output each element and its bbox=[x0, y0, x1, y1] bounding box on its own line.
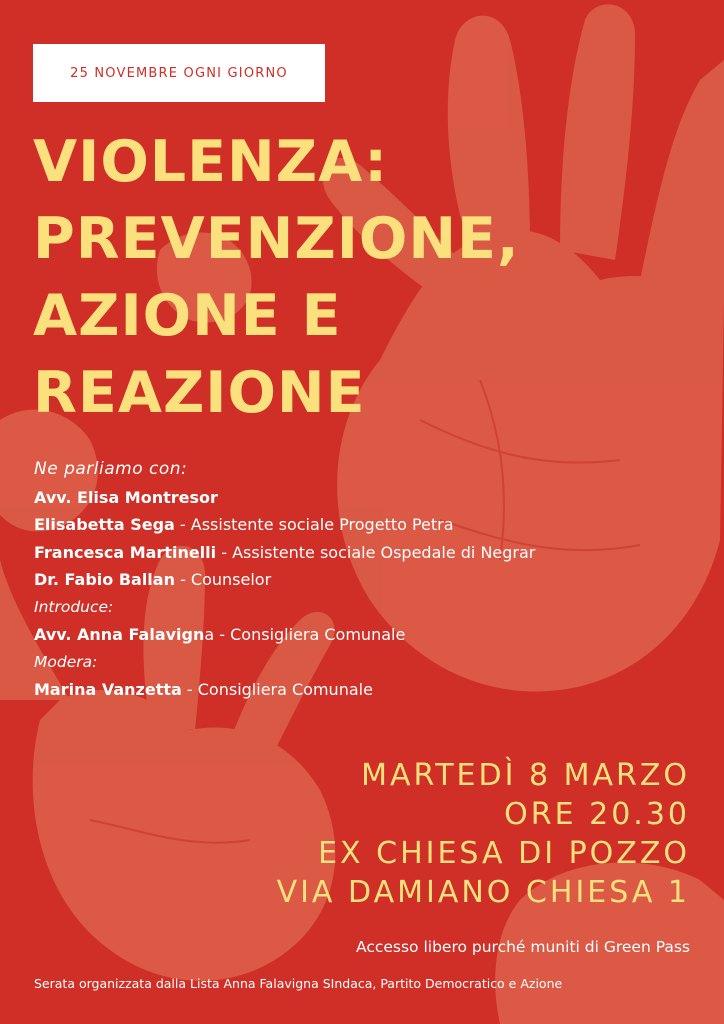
introducer-name: Avv. Anna Falavign bbox=[34, 625, 205, 644]
event-venue: EX CHIESA DI POZZO bbox=[318, 836, 690, 871]
title-line-1: VIOLENZA: bbox=[33, 129, 389, 195]
title-line-4: REAZIONE bbox=[33, 360, 366, 426]
poster-title bbox=[33, 124, 713, 432]
speaker-name: Dr. Fabio Ballan bbox=[34, 570, 175, 589]
speaker-row bbox=[34, 539, 714, 567]
event-address: VIA DAMIANO CHIESA 1 bbox=[276, 875, 690, 910]
speaker-role: - Counselor bbox=[174, 570, 272, 589]
introducer-name-rest: a bbox=[204, 625, 215, 644]
introduce-label: Introduce: bbox=[34, 597, 114, 616]
date-tag-text: 25 NOVEMBRE OGNI GIORNO bbox=[70, 65, 288, 81]
event-time: ORE 20.30 bbox=[504, 797, 690, 832]
introducer-row bbox=[34, 621, 714, 649]
title-line-3: AZIONE E bbox=[33, 283, 342, 349]
speaker-name: Elisabetta Sega bbox=[34, 515, 175, 534]
speaker-role: - Assistente sociale Progetto Petra bbox=[174, 515, 454, 534]
speaker-row bbox=[34, 484, 714, 512]
speaker-name: Francesca Martinelli bbox=[34, 542, 217, 562]
speaker-name: Avv. Elisa Montresor bbox=[34, 487, 218, 507]
moderator-role: - Consigliera Comunale bbox=[181, 680, 373, 699]
date-tag bbox=[33, 44, 325, 102]
event-date: MARTEDÌ 8 MARZO bbox=[361, 758, 690, 793]
organizers-note: Serata organizzata dalla Lista Anna Falavigna SIndaca, Partito Democratico e Azione bbox=[34, 976, 563, 991]
title-line-2: PREVENZIONE, bbox=[33, 206, 520, 272]
moderator-row bbox=[34, 676, 714, 704]
speaker-row bbox=[34, 566, 714, 594]
event-details bbox=[277, 756, 690, 912]
speakers-intro: Ne parliamo con: bbox=[34, 459, 188, 479]
moderator-name: Marina Vanzetta bbox=[34, 680, 182, 699]
speaker-row bbox=[34, 511, 714, 539]
speakers-list bbox=[34, 456, 714, 704]
introducer-role: - Consigliera Comunale bbox=[214, 625, 406, 644]
speaker-role: - Assistente sociale Ospedale di Negrar bbox=[216, 542, 536, 562]
access-note: Accesso libero purché muniti di Green Pass bbox=[355, 938, 690, 956]
modera-label: Modera: bbox=[34, 652, 98, 671]
